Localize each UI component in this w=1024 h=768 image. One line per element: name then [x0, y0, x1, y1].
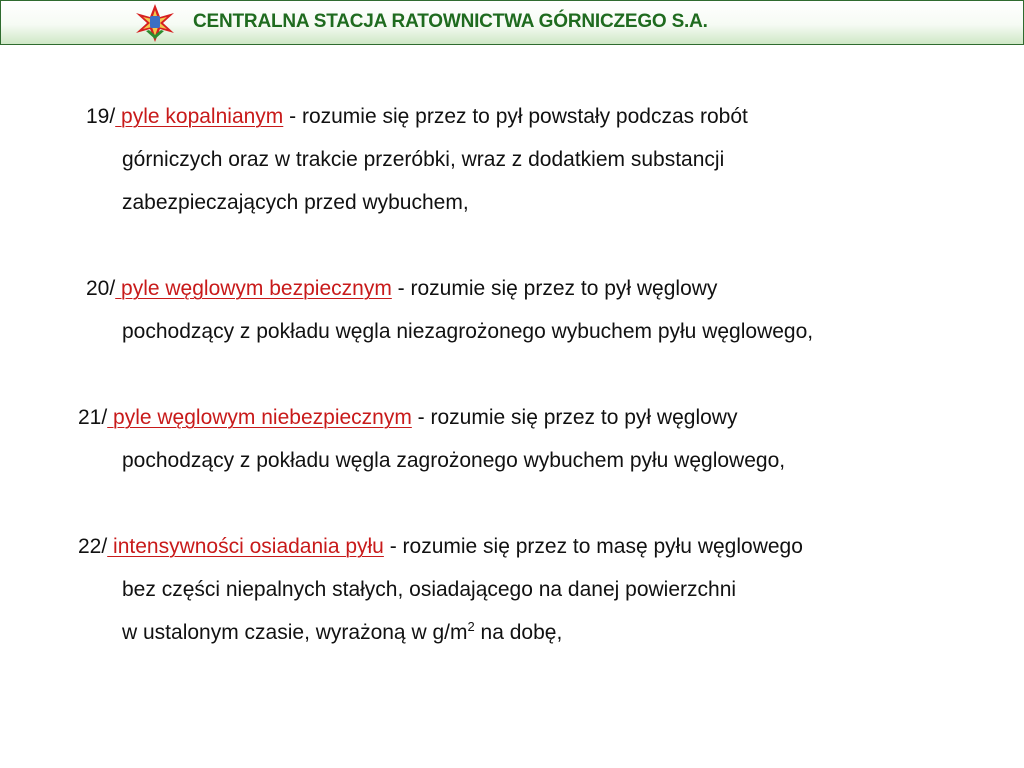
definition-21-line-2: pochodzący z pokładu węgla zagrożonego wybuchem pyłu węglowego,: [122, 449, 786, 472]
definition-22-line-3: [122, 611, 562, 654]
definition-22-line-3-text: w ustalonym czasie, wyrażoną w g/m: [122, 621, 468, 644]
definition-number: 20/: [86, 277, 116, 300]
header-bar: [0, 0, 1024, 45]
definition-term: pyle kopalnianym: [115, 105, 284, 128]
definition-text: - rozumie się przez to masę pyłu węglowego: [383, 535, 803, 558]
superscript-exponent: 2: [467, 619, 475, 634]
definition-number: 21/: [78, 406, 108, 429]
definition-22: [78, 525, 803, 568]
header-title: CENTRALNA STACJA RATOWNICTWA GÓRNICZEGO S.A.: [193, 11, 708, 32]
definition-term: intensywności osiadania pyłu: [107, 535, 384, 558]
definition-22-line-2: bez części niepalnych stałych, osiadającego na danej powierzchni: [122, 578, 737, 601]
definition-19-line-2: górniczych oraz w trakcie przeróbki, wraz z dodatkiem substancji: [122, 148, 725, 171]
definition-22-line-3-end: na dobę,: [474, 621, 563, 644]
definition-text: - rozumie się przez to pył węglowy: [411, 406, 738, 429]
definition-number: 19/: [86, 105, 116, 128]
definition-19: [86, 95, 748, 138]
definition-term: pyle węglowym niebezpiecznym: [107, 406, 412, 429]
definition-text: - rozumie się przez to pył powstały podczas robót: [283, 105, 748, 128]
definition-number: 22/: [78, 535, 108, 558]
definition-text: - rozumie się przez to pył węglowy: [391, 277, 718, 300]
definition-21: [78, 396, 737, 439]
definition-20: [86, 267, 717, 310]
rescue-cross-emblem-icon: [134, 3, 176, 43]
definition-19-line-3: zabezpieczających przed wybuchem,: [122, 191, 469, 214]
definition-term: pyle węglowym bezpiecznym: [115, 277, 392, 300]
definition-20-line-2: pochodzący z pokładu węgla niezagrożonego wybuchem pyłu węglowego,: [122, 320, 814, 343]
